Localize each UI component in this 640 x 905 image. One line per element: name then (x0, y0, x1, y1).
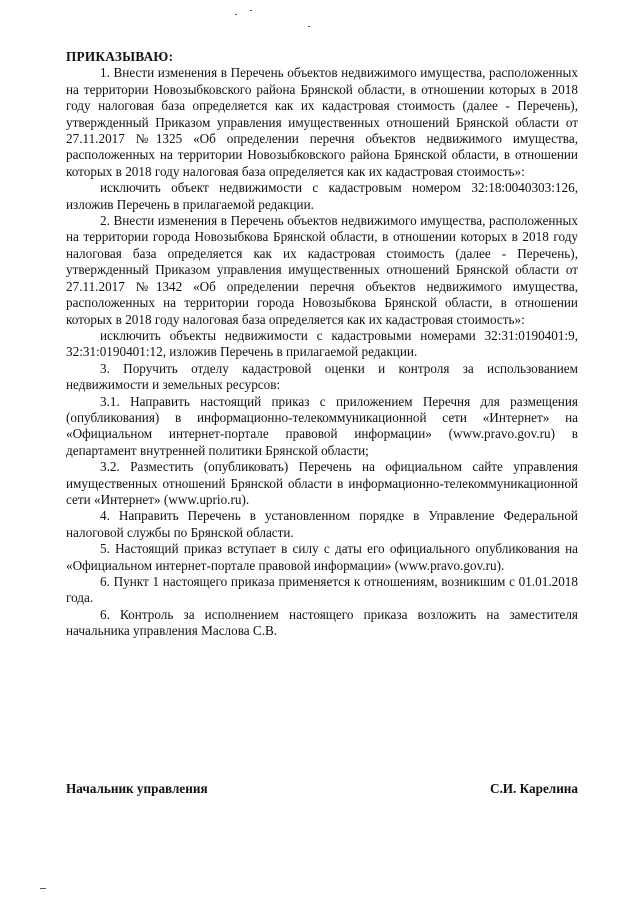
paragraph-3-1: 3.1. Направить настоящий приказ с приложением Перечня для размещения (опубликования) в информационно-телекоммуникационной сети «Интернет» на «Официальном интернет-портале правовой информации» (www.pravo.gov.ru) в департамент внутренней политики Брянской области; (66, 393, 578, 458)
paragraph-5: 5. Настоящий приказ вступает в силу с даты его официального опубликования на «Официальном интернет-портале правовой информации» (www.pravo.gov.ru). (66, 541, 578, 573)
paragraph-3: 3. Поручить отделу кадастровой оценки и контроля за использованием недвижимости и земельных ресурсов: (66, 360, 578, 393)
paragraph-2-exclude: исключить объекты недвижимости с кадастровыми номерами 32:31:0190401:9, 32:31:0190401:12, изложив Перечень в прилагаемой редакции. (66, 327, 578, 360)
paragraph-1-exclude: исключить объект недвижимости с кадастровым номером 32:18:0040303:126, изложив Перечень в прилагаемой редакции. (66, 180, 578, 212)
order-heading: ПРИКАЗЫВАЮ: (66, 49, 174, 64)
signatory-name: С.И. Карелина (489, 781, 578, 796)
signature-block (66, 781, 578, 797)
order-body (66, 49, 578, 640)
paragraph-6a: 6. Пункт 1 настоящего приказа применяется к отношениям, возникшим с 01.01.2018 года. (66, 574, 578, 606)
scan-speck (235, 14, 237, 15)
scan-speck (250, 10, 252, 11)
paragraph-3-2: 3.2. Разместить (опубликовать) Перечень на официальном сайте управления имущественных отношений Брянской области в информационно-телекоммуникационной сети «Интернет» (www.uprio.ru). (66, 459, 578, 507)
scan-speck (308, 26, 310, 27)
paragraph-1: 1. Внести изменения в Перечень объектов недвижимого имущества, расположенных на территории Новозыбковского района Брянской области, в отношении которых в 2018 году налоговая база определяется как их кадастровая стоимость (далее - Перечень), утвержденный Приказом управления имущественных отношений Брянской области от 27.11.2017 №1325 «Об определении перечня объектов недвижимого имущества, расположенных на территории Новозыбковского района Брянской области, в отношении которых в 2018 году налоговая база определяется как их кадастровая стоимость»: (66, 65, 578, 179)
paragraph-4: 4. Направить Перечень в установленном порядке в Управление Федеральной налоговой службы по Брянской области. (66, 508, 578, 540)
scan-speck (40, 888, 46, 889)
paragraph-6b: 6. Контроль за исполнением настоящего приказа возложить на заместителя начальника управления Маслова С.В. (66, 606, 578, 639)
paragraph-2: 2. Внести изменения в Перечень объектов недвижимого имущества, расположенных на территории города Новозыбкова Брянской области, в отношении которых в 2018 году налоговая база определяется как их кадастровая стоимость (далее - Перечень), утвержденный Приказом управления имущественных отношений Брянской области от 27.11.2017 №1342 «Об определении перечня объектов недвижимого имущества, расположенных на территории города Новозыбкова Брянской области, в отношении которых в 2018 году налоговая база определяется как их кадастровая стоимость»: (66, 213, 578, 327)
signatory-title: Начальник управления (66, 781, 208, 796)
